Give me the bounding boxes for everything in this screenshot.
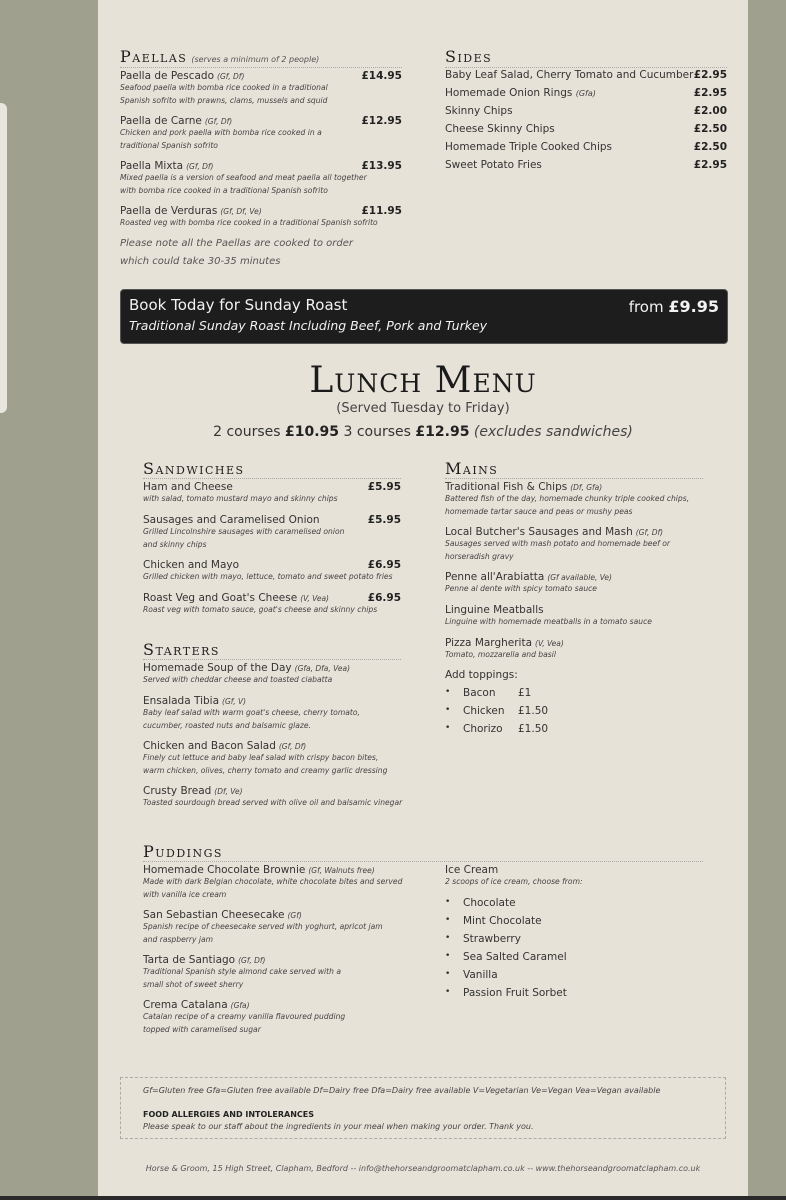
divider <box>445 67 727 68</box>
toppings-label: Add toppings: <box>445 669 518 681</box>
side-item: Homemade Triple Cooked Chips £2.50 <box>445 141 727 153</box>
puddings-heading: Puddings <box>143 842 223 861</box>
menu-item: Paella Mixta (Gf, Df) Mixed paella is a version of seafood and meat paella all together with bomba rice cooked in a traditional Spanish sofrito £13.95 <box>120 160 402 195</box>
menu-item: Roast Veg and Goat's Cheese (V, Vea) Roast veg with tomato sauce, goat's cheese and skinny chips £6.95 <box>143 592 401 614</box>
menu-item: Homemade Soup of the Day (Gfa, Dfa, Vea) Served with cheddar cheese and toasted ciabatta <box>143 662 350 684</box>
side-item: Skinny Chips £2.00 <box>445 105 727 117</box>
divider <box>143 659 401 660</box>
side-item: Homemade Onion Rings (Gfa) £2.95 <box>445 87 727 99</box>
banner-subtitle: Traditional Sunday Roast Including Beef, Pork and Turkey <box>129 318 488 333</box>
paella-note: Please note all the Paellas are cooked to order which could take 30-35 minutes <box>120 238 354 267</box>
item-price: £6.95 <box>367 592 401 604</box>
item-price: £5.95 <box>367 481 401 493</box>
item-price: £6.95 <box>367 559 401 571</box>
lunch-menu-title: Lunch Menu <box>309 360 537 401</box>
menu-page: Paellas (serves a minimum of 2 people) Paella de Pescado (Gf, Df) Seafood paella with bomba rice cooked in a traditional Spanish sofrito with prawns, clams, mussels and squid £14.95 Paella de Carne (Gf, Df) Chicken and pork paella with bomba rice cooked in a traditional Spanish sofrito £12.95 Paella Mixta (Gf, Df) Mixed paella is a version of seafood and meat paella all together with bomba rice cooked in a traditional Spanish sofrito £13.95 Paella de Verduras (Gf, Df, Ve) Roasted veg with bomba rice cooked in a traditional Spanish sofrito £11.95 Please note all the Paellas are cooked to order which could take 30-35 minutes Sides Baby Leaf Salad, Cherry Tomato and Cucumber £2.95 Homemade Onion Rings (Gfa) £2.95 Skinny Chips £2.00 Cheese Skinny Chips £2.50 Homemade Triple Cooked Chips £2.50 Sweet Potato Fries £2.95 Book Today for Sunday Roast Traditional Sunday Roast Including Beef, Pork and Turkey from £9.95 Lunch Menu (Served Tuesday to Friday) 2 courses £10.95 3 courses £12.95 (excludes sandwiches) Sandwiches Ham and Cheese with salad, tomato mustard mayo and skinny chips £5.95 Sausages and Caramelised Onion Grilled Lincolnshire sausages with caramelised onion and skinny chips £5.95 Chicken and Mayo Grilled chicken with mayo, lettuce, tomato and sweet potato fries £6.95 Roast Veg and Goat's Cheese (V, Vea) Roast veg with tomato sauce, goat's cheese and skinny chips £6.95 Starters Homemade Soup of the Day (Gfa, Dfa, Vea) Served with cheddar cheese and toasted ciabatta Ensalada Tibia (Gf, V) Baby leaf salad with warm goat's cheese, cherry tomato, cucumber, roasted nuts and balsamic glaze. Chicken and Bacon Salad (Gf, Df) Finely cut lettuce and baby leaf salad with crispy bacon bites, warm chicken, olives, cherry tomato and creamy garlic dressing Crusty Bread (Df, Ve) Toasted sourdough bread served with olive oil and balsamic vinegar Mains Traditional Fish & Chips (Df, Gfa) Battered fish of the day, homemade chunky triple cooked chips, homemade tartar sauce and peas or mushy peas Local Butcher's Sausages and Mash (Gf, Df) Sausages served with mash potato and homemade beef or horseradish gravy Penne all'Arabiatta (Gf available, Ve) Penne al dente with spicy tomato sauce Linguine Meatballs Linguine with homemade meatballs in a tomato sauce Pizza Margherita (V, Vea) Tomato, mozzarella and basil Add toppings: • Bacon £1 • Chicken £1.50 • Chorizo £1.50 Puddings Homemade Chocolate Brownie (Gf, Walnuts free) Made with dark Belgian chocolate, white chocolate bites and served with vanilla ice cream San Sebastian Cheesecake (Gf) Spanish recipe of cheesecake served with yoghurt, apricot jam and raspberry jam Tarta de Santiago (Gf, Df) Traditional Spanish style almond cake served with a small shot of sweet sherry Crema Catalana (Gfa) Catalan recipe of a creamy vanilla flavoured pudding topped with caramelised sugar Ice Cream 2 scoops of ice cream, choose from: • Chocolate • Mint Chocolate • Strawberry • Sea Salted Caramel • Vanilla • Passion Fruit Sorbet Gf=Gluten free Gfa=Gluten free available Df=Dairy free Dfa=Dairy free available V=Vegetarian Ve=Vegan Vea=Vegan available FOOD ALLERGIES AND INTOLERANCES Please speak to our staff about the ingredients in your meal when making your order. Thank you. Horse & Groom, 15 High Street, Clapham, Bedford -- info@thehorseandgroomatclapham.co.uk -- www.thehorseandgroomatclapham.co.uk <box>98 0 748 1196</box>
menu-item: Paella de Verduras (Gf, Df, Ve) Roasted veg with bomba rice cooked in a traditional Spanish sofrito £11.95 <box>120 205 402 227</box>
lunch-served: (Served Tuesday to Friday) <box>336 401 510 416</box>
item-price: £12.95 <box>361 115 402 127</box>
menu-item: Ensalada Tibia (Gf, V) Baby leaf salad with warm goat's cheese, cherry tomato, cucumber, roasted nuts and balsamic glaze. <box>143 695 360 730</box>
paellas-heading: Paellas (serves a minimum of 2 people) <box>120 47 320 66</box>
allergen-heading: FOOD ALLERGIES AND INTOLERANCES <box>143 1110 315 1119</box>
lunch-pricing: 2 courses £10.95 3 courses £12.95 (excludes sandwiches) <box>213 424 633 440</box>
side-item: Cheese Skinny Chips £2.50 <box>445 123 727 135</box>
divider <box>120 67 402 68</box>
allergen-key: Gf=Gluten free Gfa=Gluten free available Df=Dairy free Dfa=Dairy free available V=Vegetarian Ve=Vegan Vea=Vegan available <box>143 1086 661 1095</box>
allergen-info <box>120 1077 726 1139</box>
ice-cream-item: Ice Cream 2 scoops of ice cream, choose from: <box>445 864 583 886</box>
menu-item: Homemade Chocolate Brownie (Gf, Walnuts free) Made with dark Belgian chocolate, white chocolate bites and served with vanilla ice cream <box>143 864 403 899</box>
menu-item: Paella de Pescado (Gf, Df) Seafood paella with bomba rice cooked in a traditional Spanish sofrito with prawns, clams, mussels and squid £14.95 <box>120 70 402 105</box>
sunday-roast-banner <box>120 289 728 344</box>
mains-heading: Mains <box>445 459 499 478</box>
menu-item: Linguine Meatballs Linguine with homemade meatballs in a tomato sauce <box>445 604 652 626</box>
divider <box>143 478 401 479</box>
menu-item: San Sebastian Cheesecake (Gf) Spanish recipe of cheesecake served with yoghurt, apricot jam and raspberry jam <box>143 909 383 944</box>
side-item: Baby Leaf Salad, Cherry Tomato and Cucumber £2.95 <box>445 69 727 81</box>
menu-item: Penne all'Arabiatta (Gf available, Ve) Penne al dente with spicy tomato sauce <box>445 571 612 593</box>
item-price: £5.95 <box>367 514 401 526</box>
side-tab[interactable] <box>0 103 7 413</box>
allergen-text: Please speak to our staff about the ingredients in your meal when making your order. Thank you. <box>143 1122 534 1131</box>
menu-item: Pizza Margherita (V, Vea) Tomato, mozzarella and basil <box>445 637 564 659</box>
item-price: £13.95 <box>361 160 402 172</box>
item-price: £11.95 <box>361 205 402 217</box>
starters-heading: Starters <box>143 640 220 659</box>
menu-item: Chicken and Bacon Salad (Gf, Df) Finely cut lettuce and baby leaf salad with crispy bacon bites, warm chicken, olives, cherry tomato and creamy garlic dressing <box>143 740 388 775</box>
menu-item: Crema Catalana (Gfa) Catalan recipe of a creamy vanilla flavoured pudding topped with caramelised sugar <box>143 999 346 1034</box>
menu-item: Tarta de Santiago (Gf, Df) Traditional Spanish style almond cake served with a small shot of sweet sherry <box>143 954 341 989</box>
item-price: £14.95 <box>361 70 402 82</box>
side-item: Sweet Potato Fries £2.95 <box>445 159 727 171</box>
divider <box>445 478 703 479</box>
menu-item: Crusty Bread (Df, Ve) Toasted sourdough bread served with olive oil and balsamic vinegar <box>143 785 403 807</box>
banner-title: Book Today for Sunday Roast <box>129 296 348 314</box>
menu-item: Chicken and Mayo Grilled chicken with mayo, lettuce, tomato and sweet potato fries £6.95 <box>143 559 401 581</box>
menu-item: Ham and Cheese with salad, tomato mustard mayo and skinny chips £5.95 <box>143 481 401 503</box>
footer-address: Horse & Groom, 15 High Street, Clapham, Bedford -- info@thehorseandgroomatclapham.co.uk -- www.thehorseandgroomatclapham.co.uk <box>145 1164 701 1173</box>
divider <box>143 861 703 862</box>
menu-item: Sausages and Caramelised Onion Grilled Lincolnshire sausages with caramelised onion and skinny chips £5.95 <box>143 514 401 549</box>
banner-price: from £9.95 <box>628 297 719 316</box>
sandwiches-heading: Sandwiches <box>143 459 245 478</box>
menu-item: Traditional Fish & Chips (Df, Gfa) Battered fish of the day, homemade chunky triple cooked chips, homemade tartar sauce and peas or mushy peas <box>445 481 690 516</box>
sides-heading: Sides <box>445 47 493 66</box>
menu-item: Local Butcher's Sausages and Mash (Gf, Df) Sausages served with mash potato and homemade beef or horseradish gravy <box>445 526 671 561</box>
menu-item: Paella de Carne (Gf, Df) Chicken and pork paella with bomba rice cooked in a traditional Spanish sofrito £12.95 <box>120 115 402 150</box>
bottom-strip <box>0 1196 786 1200</box>
